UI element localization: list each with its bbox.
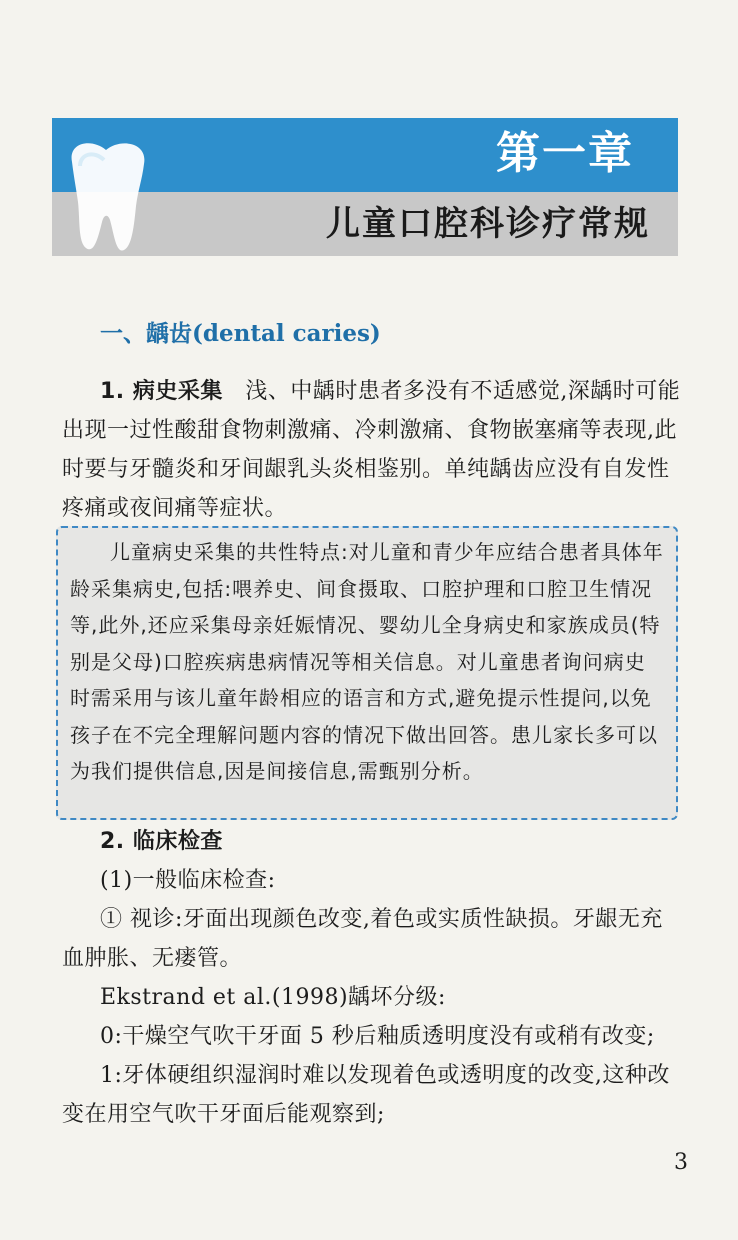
history-text: 浅、中龋时患者多没有不适感觉,深龋时可能出现一过性酸甜食物刺激痛、冷刺激痛、食物嵌塞痛等表现,此时要与牙髓炎和牙间龈乳头炎相鉴别。单纯龋齿应没有自发性疼痛或夜间痛等症状。 [62, 379, 681, 521]
history-paragraph [62, 372, 682, 528]
exam-label: 2. 临床检查 [100, 829, 223, 854]
chapter-banner [52, 118, 678, 256]
chapter-title: 儿童口腔科诊疗常规 [326, 204, 650, 244]
tooth-icon [58, 136, 158, 256]
grade-1-text: 1:牙体硬组织湿润时难以发现着色或透明度的改变,这种改变在用空气吹干牙面后能观察到; [62, 1063, 670, 1127]
ekstrand-title: Ekstrand et al.(1998)龋坏分级: [100, 985, 446, 1010]
history-note-text: 儿童病史采集的共性特点:对儿童和青少年应结合患者具体年龄采集病史,包括:喂养史、间食摄取、口腔护理和口腔卫生情况等,此外,还应采集母亲妊娠情况、婴幼儿全身病史和家族成员(特别是父母)口腔疾病患病情况等相关信息。对儿童患者询问病史时需采用与该儿童年龄相应的语言和方式,避免提示性提问,以免孩子在不完全理解问题内容的情况下做出回答。患儿家长多可以为我们提供信息,因是间接信息,需甄别分析。 [70, 540, 664, 783]
chapter-number: 第一章 [496, 128, 634, 179]
page-number: 3 [674, 1150, 688, 1175]
exam-label-line [62, 822, 682, 861]
grade-0-text: 0:干燥空气吹干牙面 5 秒后釉质透明度没有或稍有改变; [100, 1024, 655, 1049]
visual-exam-paragraph: ① 视诊:牙面出现颜色改变,着色或实质性缺损。牙龈无充血肿胀、无瘘管。 [62, 907, 663, 971]
history-label: 1. 病史采集 [100, 379, 223, 404]
history-note-box [56, 526, 678, 820]
section-heading: 一、龋齿(dental caries) [100, 320, 381, 347]
general-exam-line: (1)一般临床检查: [100, 868, 276, 893]
